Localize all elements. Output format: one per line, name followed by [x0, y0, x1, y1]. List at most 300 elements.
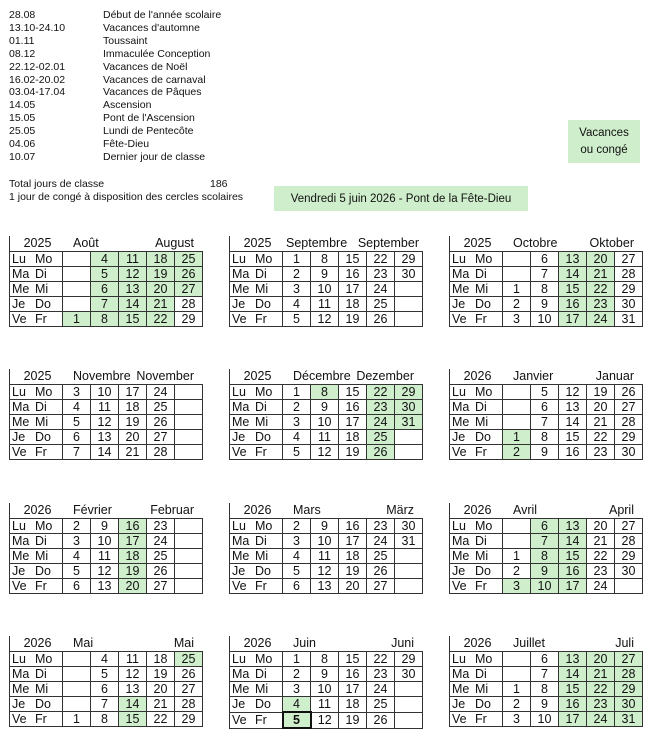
day-cell: 18	[339, 697, 367, 713]
day-cell: 23	[587, 564, 615, 579]
day-cell: 29	[615, 282, 643, 297]
day-cell: 13	[311, 579, 339, 594]
day-cell: 12	[311, 712, 339, 728]
weekday-label: Lu Mo	[10, 252, 63, 267]
day-cell: 28	[615, 667, 643, 682]
week-row	[10, 297, 203, 312]
day-cell	[175, 385, 203, 400]
month-name-de: Oktober	[589, 236, 634, 250]
day-cell: 3	[283, 415, 311, 430]
day-cell: 21	[147, 697, 175, 712]
day-cell: 8	[311, 652, 339, 667]
day-cell: 6	[63, 430, 91, 445]
month-year: 2025	[9, 369, 65, 384]
day-cell: 31	[615, 712, 643, 727]
month-name-de: Februar	[150, 503, 194, 517]
month-header	[449, 636, 640, 651]
weekday-label: Me Mi	[10, 415, 63, 430]
total-value: 186	[210, 178, 228, 190]
day-cell: 18	[119, 400, 147, 415]
day-cell: 24	[587, 312, 615, 327]
day-cell: 24	[587, 712, 615, 727]
weekday-label: Ve Fr	[10, 445, 63, 460]
month-name-de: April	[608, 503, 634, 517]
day-cell: 27	[615, 400, 643, 415]
event-date: 03.04-17.04	[9, 86, 66, 99]
day-cell: 26	[367, 312, 395, 327]
day-cell: 7	[91, 297, 119, 312]
day-cell: 30	[395, 519, 423, 534]
day-cell: 10	[531, 712, 559, 727]
day-cell	[175, 400, 203, 415]
day-cell: 16	[559, 297, 587, 312]
event-label: Toussaint	[103, 34, 148, 47]
month-header	[9, 636, 200, 651]
day-cell: 20	[119, 430, 147, 445]
month-header	[449, 236, 640, 251]
month-header	[229, 236, 420, 251]
week-row	[230, 445, 423, 460]
weekday-label: Je Do	[10, 297, 63, 312]
day-cell: 8	[531, 549, 559, 564]
event-row	[9, 35, 221, 48]
event-date: 01.11	[9, 34, 35, 47]
weekday-label: Me Mi	[450, 415, 503, 430]
month-grid	[449, 251, 643, 327]
weekday-label: Lu Mo	[10, 519, 63, 534]
month-calendar	[9, 636, 200, 727]
month-header	[229, 369, 420, 384]
month-grid	[449, 651, 643, 727]
day-cell: 10	[91, 385, 119, 400]
month-grid	[9, 251, 203, 327]
day-cell: 25	[175, 252, 203, 267]
day-cell: 17	[339, 282, 367, 297]
week-row	[230, 297, 423, 312]
week-row	[450, 252, 643, 267]
day-cell: 22	[147, 312, 175, 327]
day-cell: 29	[175, 312, 203, 327]
day-cell: 25	[147, 400, 175, 415]
month-name-fr: Septembre	[286, 236, 348, 250]
week-row	[10, 697, 203, 712]
day-cell: 16	[339, 400, 367, 415]
month-grid	[229, 651, 423, 729]
weekday-label: Ve Fr	[450, 445, 503, 460]
week-row	[10, 682, 203, 697]
day-cell: 14	[91, 445, 119, 460]
weekday-label: Je Do	[450, 297, 503, 312]
day-cell: 12	[311, 312, 339, 327]
day-cell: 21	[587, 267, 615, 282]
weekday-label: Lu Mo	[230, 385, 283, 400]
month-calendar	[9, 369, 200, 460]
day-cell: 10	[311, 534, 339, 549]
day-cell: 27	[615, 652, 643, 667]
totals-block	[9, 178, 243, 204]
day-cell: 15	[119, 312, 147, 327]
weekday-label: Me Mi	[10, 682, 63, 697]
day-cell: 26	[175, 667, 203, 682]
week-row	[230, 267, 423, 282]
day-cell: 13	[91, 430, 119, 445]
month-year: 2026	[229, 503, 285, 518]
day-cell: 9	[311, 667, 339, 682]
day-cell: 7	[531, 534, 559, 549]
week-row	[450, 415, 643, 430]
day-cell	[63, 252, 91, 267]
month-grid	[229, 518, 423, 594]
event-date: 10.07	[9, 150, 36, 163]
weekday-label: Lu Mo	[450, 252, 503, 267]
day-cell: 29	[175, 712, 203, 727]
day-cell	[503, 252, 531, 267]
day-cell: 19	[339, 712, 367, 728]
week-row	[230, 252, 423, 267]
day-cell	[503, 519, 531, 534]
day-cell: 1	[503, 549, 531, 564]
month-year: 2026	[9, 636, 65, 651]
week-row	[230, 579, 423, 594]
event-label: Vacances de Noël	[103, 60, 188, 73]
month-year: 2025	[9, 236, 65, 251]
month-name-de: Juni	[391, 636, 414, 650]
day-cell	[175, 445, 203, 460]
day-cell: 7	[531, 667, 559, 682]
day-cell: 17	[339, 534, 367, 549]
day-cell: 30	[615, 445, 643, 460]
month-name-fr: Octobre	[513, 236, 558, 250]
week-row	[10, 652, 203, 667]
event-row	[9, 22, 221, 35]
day-cell: 28	[175, 697, 203, 712]
day-cell	[395, 312, 423, 327]
day-cell: 3	[503, 312, 531, 327]
day-cell: 18	[147, 652, 175, 667]
weekday-label: Ma Di	[450, 534, 503, 549]
weekday-label: Je Do	[10, 430, 63, 445]
weekday-label: Me Mi	[10, 549, 63, 564]
month-grid	[9, 384, 203, 460]
month-name-de: Juli	[615, 636, 634, 650]
day-cell: 26	[367, 564, 395, 579]
day-cell: 10	[311, 282, 339, 297]
day-cell: 2	[503, 697, 531, 712]
day-cell: 4	[91, 252, 119, 267]
day-cell	[63, 652, 91, 667]
weekday-label: Ve Fr	[230, 579, 283, 594]
day-cell: 18	[119, 549, 147, 564]
day-cell: 12	[311, 445, 339, 460]
day-cell	[175, 549, 203, 564]
weekday-label: Je Do	[230, 297, 283, 312]
total-label: Total jours de classe	[9, 178, 105, 190]
day-cell: 23	[367, 667, 395, 682]
month-name-fr: Mai	[73, 636, 94, 650]
week-row	[10, 534, 203, 549]
weekday-label: Ma Di	[230, 400, 283, 415]
day-cell: 13	[119, 282, 147, 297]
day-cell	[175, 579, 203, 594]
day-cell: 29	[395, 652, 423, 667]
day-cell: 20	[119, 579, 147, 594]
event-row	[9, 151, 221, 164]
week-row	[450, 667, 643, 682]
week-row	[10, 282, 203, 297]
day-cell: 29	[395, 385, 423, 400]
event-label: Fête-Dieu	[103, 138, 150, 151]
weekday-label: Lu Mo	[230, 652, 283, 667]
day-cell: 2	[503, 564, 531, 579]
weekday-label: Ve Fr	[450, 312, 503, 327]
day-cell: 22	[147, 712, 175, 727]
weekday-label: Lu Mo	[10, 652, 63, 667]
day-cell: 22	[367, 252, 395, 267]
day-cell: 22	[587, 430, 615, 445]
day-cell: 3	[503, 579, 531, 594]
day-cell: 2	[283, 400, 311, 415]
day-cell: 17	[339, 415, 367, 430]
month-calendar	[229, 503, 420, 594]
month-grid	[9, 651, 203, 727]
weekday-label: Lu Mo	[230, 252, 283, 267]
month-name-de: Mai	[173, 636, 194, 650]
day-cell: 4	[283, 297, 311, 312]
month-year: 2026	[229, 636, 285, 651]
event-row	[9, 74, 221, 87]
day-cell: 1	[283, 652, 311, 667]
week-row	[10, 445, 203, 460]
day-cell: 11	[119, 252, 147, 267]
day-cell: 15	[559, 282, 587, 297]
day-cell: 20	[339, 579, 367, 594]
month-header	[9, 503, 200, 518]
day-cell: 25	[147, 549, 175, 564]
day-cell: 17	[559, 312, 587, 327]
weekday-label: Lu Mo	[230, 519, 283, 534]
week-row	[450, 519, 643, 534]
day-cell: 2	[283, 267, 311, 282]
month-year: 2026	[449, 636, 505, 651]
day-cell: 4	[283, 549, 311, 564]
week-row	[450, 682, 643, 697]
day-cell: 15	[119, 712, 147, 727]
month-calendar	[229, 236, 420, 327]
day-cell: 5	[91, 267, 119, 282]
weekday-label: Ma Di	[450, 267, 503, 282]
day-cell: 6	[531, 252, 559, 267]
day-cell: 8	[311, 385, 339, 400]
day-cell: 8	[91, 712, 119, 727]
weekday-label: Ve Fr	[10, 579, 63, 594]
day-cell: 31	[395, 415, 423, 430]
day-cell	[175, 519, 203, 534]
day-cell: 25	[367, 697, 395, 713]
day-cell	[615, 579, 643, 594]
month-header	[229, 503, 420, 518]
weekday-label: Je Do	[230, 430, 283, 445]
day-cell: 15	[339, 252, 367, 267]
day-cell: 1	[63, 712, 91, 727]
day-cell: 10	[531, 579, 559, 594]
day-cell: 4	[283, 430, 311, 445]
week-row	[230, 697, 423, 713]
event-row	[9, 9, 221, 22]
month-grid	[229, 384, 423, 460]
day-cell: 11	[311, 430, 339, 445]
weekday-label: Ma Di	[230, 667, 283, 682]
day-cell: 21	[587, 534, 615, 549]
day-cell: 5	[283, 445, 311, 460]
day-cell: 9	[531, 697, 559, 712]
day-cell: 24	[367, 534, 395, 549]
week-row	[230, 400, 423, 415]
week-row	[450, 297, 643, 312]
day-cell	[395, 445, 423, 460]
weekday-label: Je Do	[230, 564, 283, 579]
weekday-label: Lu Mo	[450, 652, 503, 667]
day-cell: 19	[119, 415, 147, 430]
weekday-label: Ma Di	[450, 667, 503, 682]
day-cell: 6	[283, 579, 311, 594]
week-row	[230, 519, 423, 534]
weekday-label: Ma Di	[450, 400, 503, 415]
day-cell	[503, 385, 531, 400]
month-name-fr: Février	[73, 503, 112, 517]
day-cell: 18	[339, 549, 367, 564]
day-cell	[395, 282, 423, 297]
day-cell: 27	[615, 252, 643, 267]
day-cell: 20	[587, 252, 615, 267]
month-name-fr: Janvier	[513, 369, 554, 383]
day-cell: 5	[283, 712, 311, 728]
day-cell: 7	[531, 267, 559, 282]
week-row	[230, 282, 423, 297]
week-row	[450, 652, 643, 667]
month-name-fr: Novembre	[73, 369, 131, 383]
event-date: 15.05	[9, 112, 36, 125]
day-cell: 12	[91, 415, 119, 430]
day-cell: 7	[531, 415, 559, 430]
day-cell: 27	[147, 579, 175, 594]
weekday-label: Me Mi	[230, 282, 283, 297]
day-cell: 1	[503, 282, 531, 297]
day-cell: 19	[119, 564, 147, 579]
week-row	[230, 712, 423, 728]
day-cell: 9	[311, 400, 339, 415]
week-row	[450, 282, 643, 297]
month-name-de: Dezember	[356, 369, 414, 383]
day-cell	[395, 712, 423, 728]
day-cell	[395, 682, 423, 697]
day-cell: 6	[91, 282, 119, 297]
month-year: 2025	[449, 236, 505, 251]
day-cell: 11	[91, 549, 119, 564]
event-date: 25.05	[9, 125, 36, 138]
day-cell: 3	[283, 682, 311, 697]
day-cell	[175, 534, 203, 549]
week-row	[230, 667, 423, 682]
weekday-label: Me Mi	[230, 549, 283, 564]
day-cell: 27	[175, 682, 203, 697]
day-cell: 26	[367, 445, 395, 460]
week-row	[230, 534, 423, 549]
event-date: 16.02-20.02	[9, 73, 66, 86]
week-row	[10, 712, 203, 727]
day-cell: 24	[367, 415, 395, 430]
month-name-fr: Août	[73, 236, 99, 250]
day-cell: 14	[559, 667, 587, 682]
day-cell: 13	[559, 252, 587, 267]
month-calendar	[449, 369, 640, 460]
day-cell	[175, 415, 203, 430]
event-date: 28.08	[9, 9, 36, 21]
day-cell	[175, 564, 203, 579]
day-cell: 8	[311, 252, 339, 267]
day-cell: 6	[91, 682, 119, 697]
day-cell: 30	[395, 400, 423, 415]
day-cell: 25	[367, 549, 395, 564]
day-cell: 5	[63, 415, 91, 430]
day-cell: 4	[63, 549, 91, 564]
day-cell: 9	[311, 519, 339, 534]
weekday-label: Me Mi	[230, 682, 283, 697]
week-row	[450, 385, 643, 400]
day-cell: 5	[531, 385, 559, 400]
day-cell: 14	[559, 534, 587, 549]
day-cell: 27	[147, 430, 175, 445]
day-cell	[395, 430, 423, 445]
day-cell: 4	[283, 697, 311, 713]
weekday-label: Ve Fr	[450, 579, 503, 594]
month-year: 2026	[449, 503, 505, 518]
month-name-fr: Avril	[513, 503, 538, 517]
day-cell: 5	[91, 667, 119, 682]
day-cell: 31	[395, 534, 423, 549]
day-cell	[63, 697, 91, 712]
day-cell: 27	[615, 519, 643, 534]
day-cell	[503, 267, 531, 282]
event-row	[9, 86, 221, 99]
month-calendar	[449, 236, 640, 327]
month-grid	[449, 384, 643, 460]
weekday-label: Ve Fr	[230, 312, 283, 327]
week-row	[10, 385, 203, 400]
week-row	[10, 267, 203, 282]
weekday-label: Ma Di	[10, 534, 63, 549]
month-year: 2025	[229, 236, 285, 251]
day-cell: 8	[91, 312, 119, 327]
day-cell: 21	[587, 415, 615, 430]
day-cell: 19	[339, 445, 367, 460]
day-cell	[63, 682, 91, 697]
day-cell: 7	[63, 445, 91, 460]
month-calendar	[229, 636, 420, 729]
month-name-fr: Mars	[293, 503, 321, 517]
month-calendar	[229, 369, 420, 460]
month-name-de: November	[136, 369, 194, 383]
day-cell: 2	[503, 297, 531, 312]
events-list	[9, 9, 221, 164]
day-cell: 3	[283, 534, 311, 549]
week-row	[10, 430, 203, 445]
event-date: 04.06	[9, 138, 36, 151]
day-cell: 2	[283, 519, 311, 534]
month-header	[449, 369, 640, 384]
day-cell: 25	[367, 297, 395, 312]
event-label: Immaculée Conception	[103, 47, 211, 60]
day-cell: 13	[559, 652, 587, 667]
